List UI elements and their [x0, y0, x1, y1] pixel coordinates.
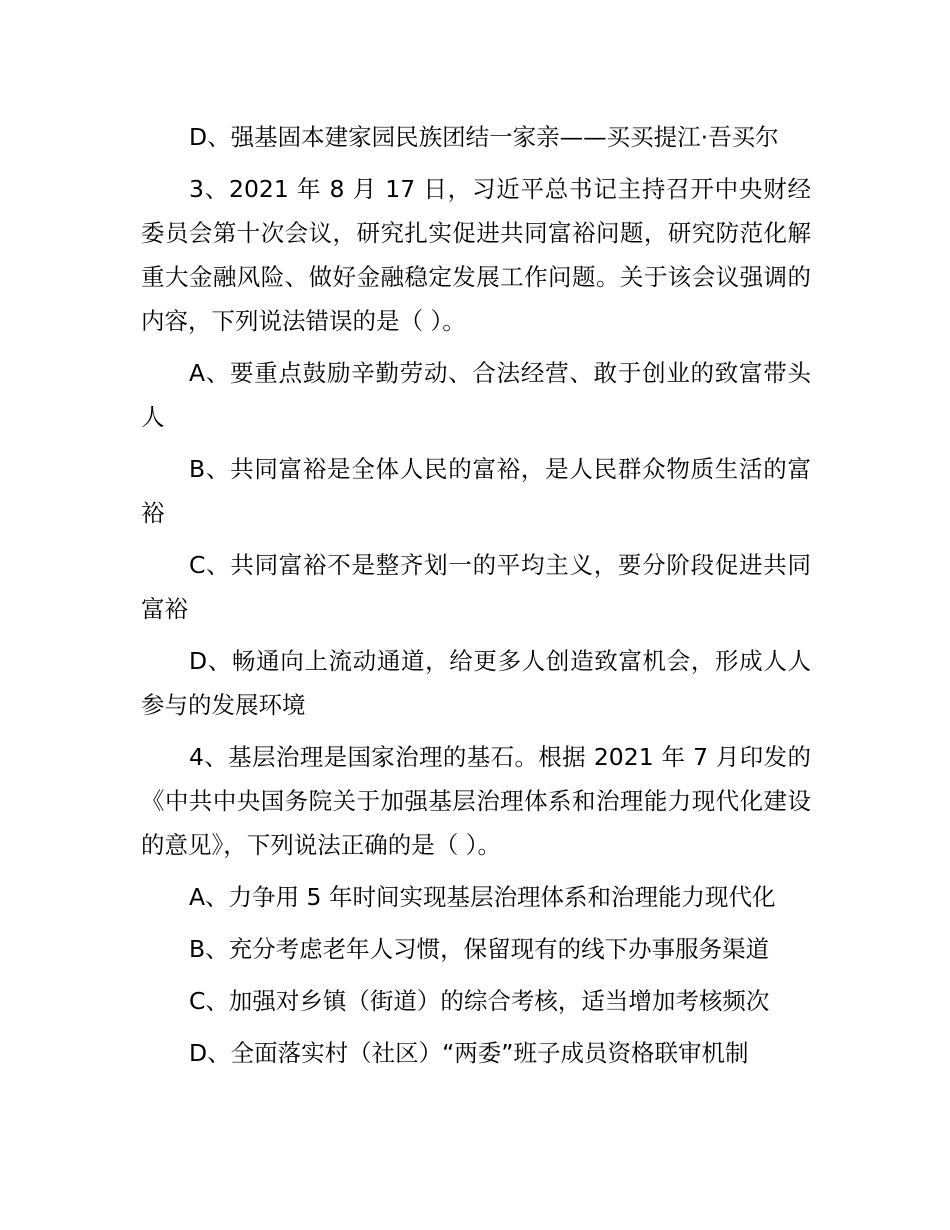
question-4-option-b: B、充分考虑老年人习惯，保留现有的线下办事服务渠道	[189, 935, 770, 963]
document-body	[141, 115, 811, 1083]
question-3-stem: 3、2021 年 8 月 17 日，习近平总书记主持召开中央财经委员会第十次会议，研究扎实促进共同富裕问题，研究防范化解重大金融风险、做好金融稳定发展工作问题。关于该会议强调的内容，下列说法错误的是（ ）。	[141, 175, 811, 335]
question-4-option-d: D、全面落实村（社区）“两委”班子成员资格联审机制	[189, 1039, 749, 1067]
option-d-previous-question: D、强基固本建家园民族团结一家亲——买买提江·吾买尔	[189, 123, 779, 151]
question-3-option-a: A、要重点鼓励辛勤劳动、合法经营、敢于创业的致富带头人	[141, 359, 811, 431]
question-3-option-d: D、畅通向上流动通道，给更多人创造致富机会，形成人人参与的发展环境	[141, 647, 811, 719]
question-4-option-a: A、力争用 5 年时间实现基层治理体系和治理能力现代化	[189, 883, 776, 911]
question-3-option-c: C、共同富裕不是整齐划一的平均主义，要分阶段促进共同富裕	[141, 551, 811, 623]
question-4-stem: 4、基层治理是国家治理的基石。根据 2021 年 7 月印发的《中共中央国务院关于加强基层治理体系和治理能力现代化建设的意见》，下列说法正确的是（ ）。	[141, 743, 811, 859]
question-4-option-c: C、加强对乡镇（街道）的综合考核，适当增加考核频次	[189, 987, 770, 1015]
question-3-option-b: B、共同富裕是全体人民的富裕，是人民群众物质生活的富裕	[141, 455, 811, 527]
